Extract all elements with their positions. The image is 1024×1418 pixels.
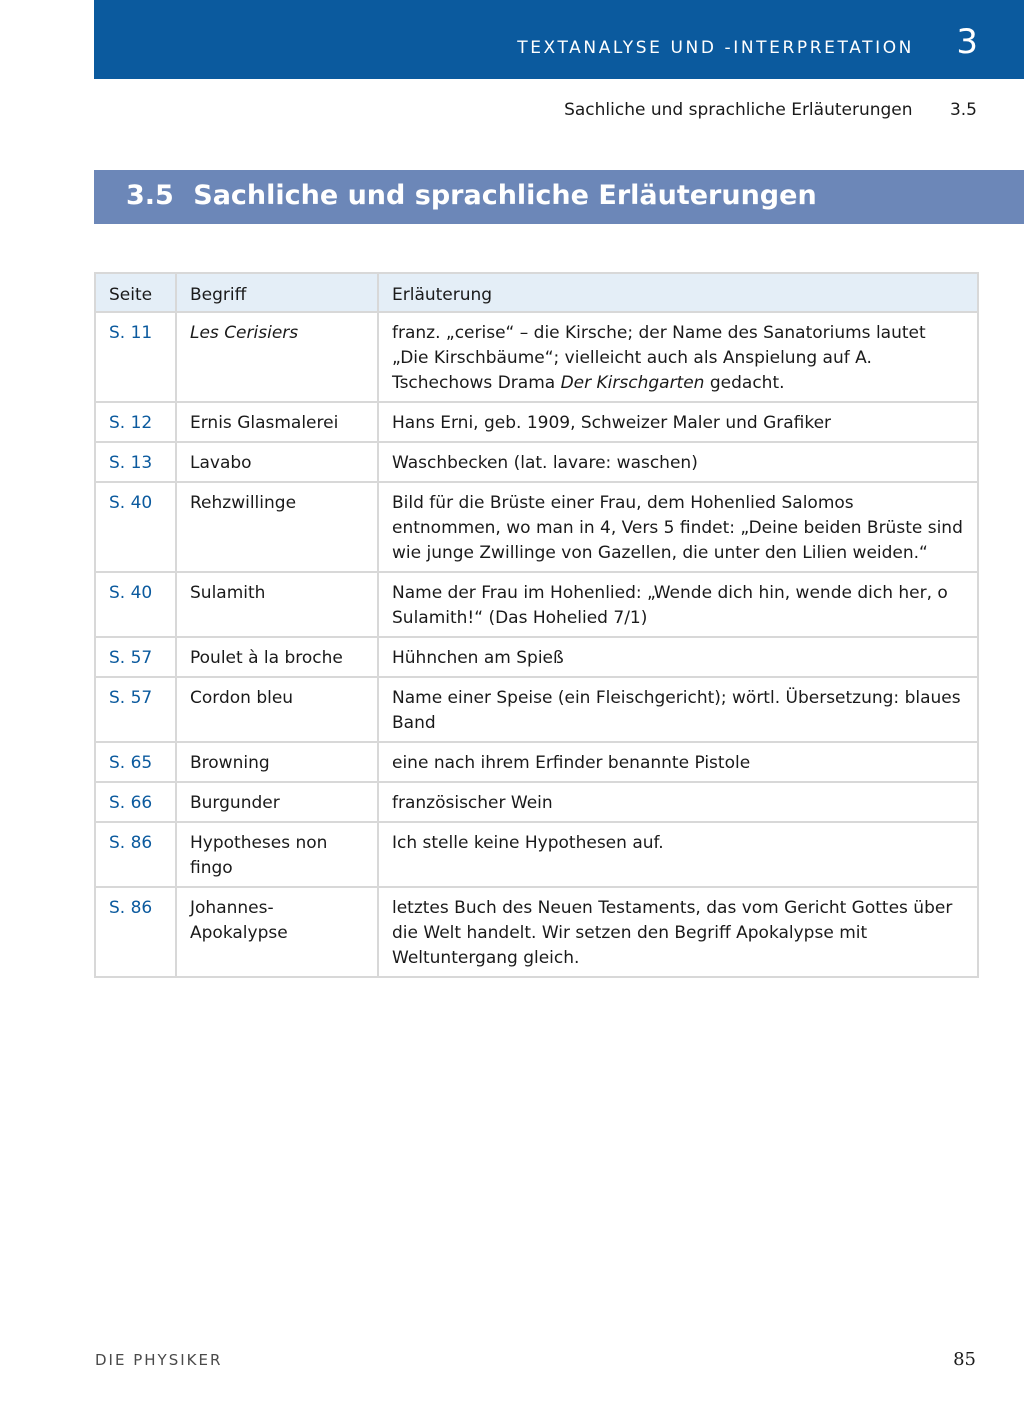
- table-row: [95, 677, 978, 742]
- row-term: Cordon bleu: [176, 677, 378, 742]
- row-page: S. 86: [95, 887, 176, 977]
- row-page: S. 40: [95, 572, 176, 637]
- row-explanation: letztes Buch des Neuen Testaments, das vom Gericht Gottes über die Welt handelt. Wir setzen den Begriff Apokalypse mit Weltuntergang gleich.: [378, 887, 978, 977]
- running-subheader: [564, 100, 977, 120]
- play-title: Der Kirschgarten: [560, 373, 705, 393]
- row-term: Sulamith: [176, 572, 378, 637]
- table-row: [95, 637, 978, 677]
- row-explanation: eine nach ihrem Erfinder benannte Pistole: [378, 742, 978, 782]
- table-row: [95, 822, 978, 887]
- column-header-explanation: Erläuterung: [378, 273, 978, 312]
- table-row: [95, 402, 978, 442]
- section-heading-bar: [94, 170, 1024, 224]
- table-row: [95, 782, 978, 822]
- chapter-number: 3: [956, 22, 978, 62]
- row-term: Les Cerisiers: [176, 312, 378, 402]
- row-term: Hypotheses non fingo: [176, 822, 378, 887]
- chapter-header-bar: [94, 0, 1024, 79]
- table-row: [95, 572, 978, 637]
- row-explanation: Waschbecken (lat. lavare: waschen): [378, 442, 978, 482]
- section-title: Sachliche und sprachliche Erläuterungen: [193, 180, 817, 211]
- table-row: [95, 887, 978, 977]
- section-heading: [126, 180, 817, 211]
- row-term: Lavabo: [176, 442, 378, 482]
- row-explanation: Hühnchen am Spieß: [378, 637, 978, 677]
- chapter-title: TEXTANALYSE UND -INTERPRETATION: [517, 38, 914, 58]
- table-header-row: [95, 273, 978, 312]
- row-term: Ernis Glasmalerei: [176, 402, 378, 442]
- row-term: Browning: [176, 742, 378, 782]
- row-explanation: Bild für die Brüste einer Frau, dem Hohenlied Salomos entnommen, wo man in 4, Vers 5 findet: „Deine beiden Brüste sind wie junge Zwillinge von Gazellen, die unter den Lilien weiden.“: [378, 482, 978, 572]
- row-page: S. 12: [95, 402, 176, 442]
- row-term: Poulet à la broche: [176, 637, 378, 677]
- row-page: S. 40: [95, 482, 176, 572]
- row-page: S. 86: [95, 822, 176, 887]
- footer-book-title: DIE PHYSIKER: [95, 1351, 223, 1369]
- table-row: [95, 742, 978, 782]
- row-explanation: Hans Erni, geb. 1909, Schweizer Maler und Grafiker: [378, 402, 978, 442]
- glossary-table: [94, 272, 979, 978]
- table-row: [95, 442, 978, 482]
- row-page: S. 57: [95, 637, 176, 677]
- footer-page-number: 85: [953, 1349, 976, 1370]
- row-page: S. 57: [95, 677, 176, 742]
- explanation-text-end: gedacht.: [704, 373, 785, 393]
- row-term: Johannes-Apokalypse: [176, 887, 378, 977]
- row-page: S. 11: [95, 312, 176, 402]
- row-explanation: französischer Wein: [378, 782, 978, 822]
- row-page: S. 13: [95, 442, 176, 482]
- explanation-text: franz. „cerise“ – die Kirsche; der Name des Sanatoriums lautet „Die Kirschbäume“; vielleicht auch als Anspielung auf A. Tschechows Drama: [392, 323, 926, 393]
- row-term: Burgunder: [176, 782, 378, 822]
- row-page: S. 65: [95, 742, 176, 782]
- row-explanation: Name der Frau im Hohenlied: „Wende dich hin, wende dich her, o Sulamith!“ (Das Hohelied 7/1): [378, 572, 978, 637]
- table-row: [95, 312, 978, 402]
- subsection-number: 3.5: [949, 100, 977, 120]
- row-explanation: Ich stelle keine Hypothesen auf.: [378, 822, 978, 887]
- section-number: 3.5: [126, 180, 174, 211]
- table-row: [95, 482, 978, 572]
- subsection-title: Sachliche und sprachliche Erläuterungen: [564, 100, 913, 120]
- row-term: Rehzwillinge: [176, 482, 378, 572]
- row-explanation: [378, 312, 978, 402]
- column-header-page: Seite: [95, 273, 176, 312]
- row-page: S. 66: [95, 782, 176, 822]
- column-header-term: Begriff: [176, 273, 378, 312]
- row-explanation: Name einer Speise (ein Fleischgericht); wörtl. Übersetzung: blaues Band: [378, 677, 978, 742]
